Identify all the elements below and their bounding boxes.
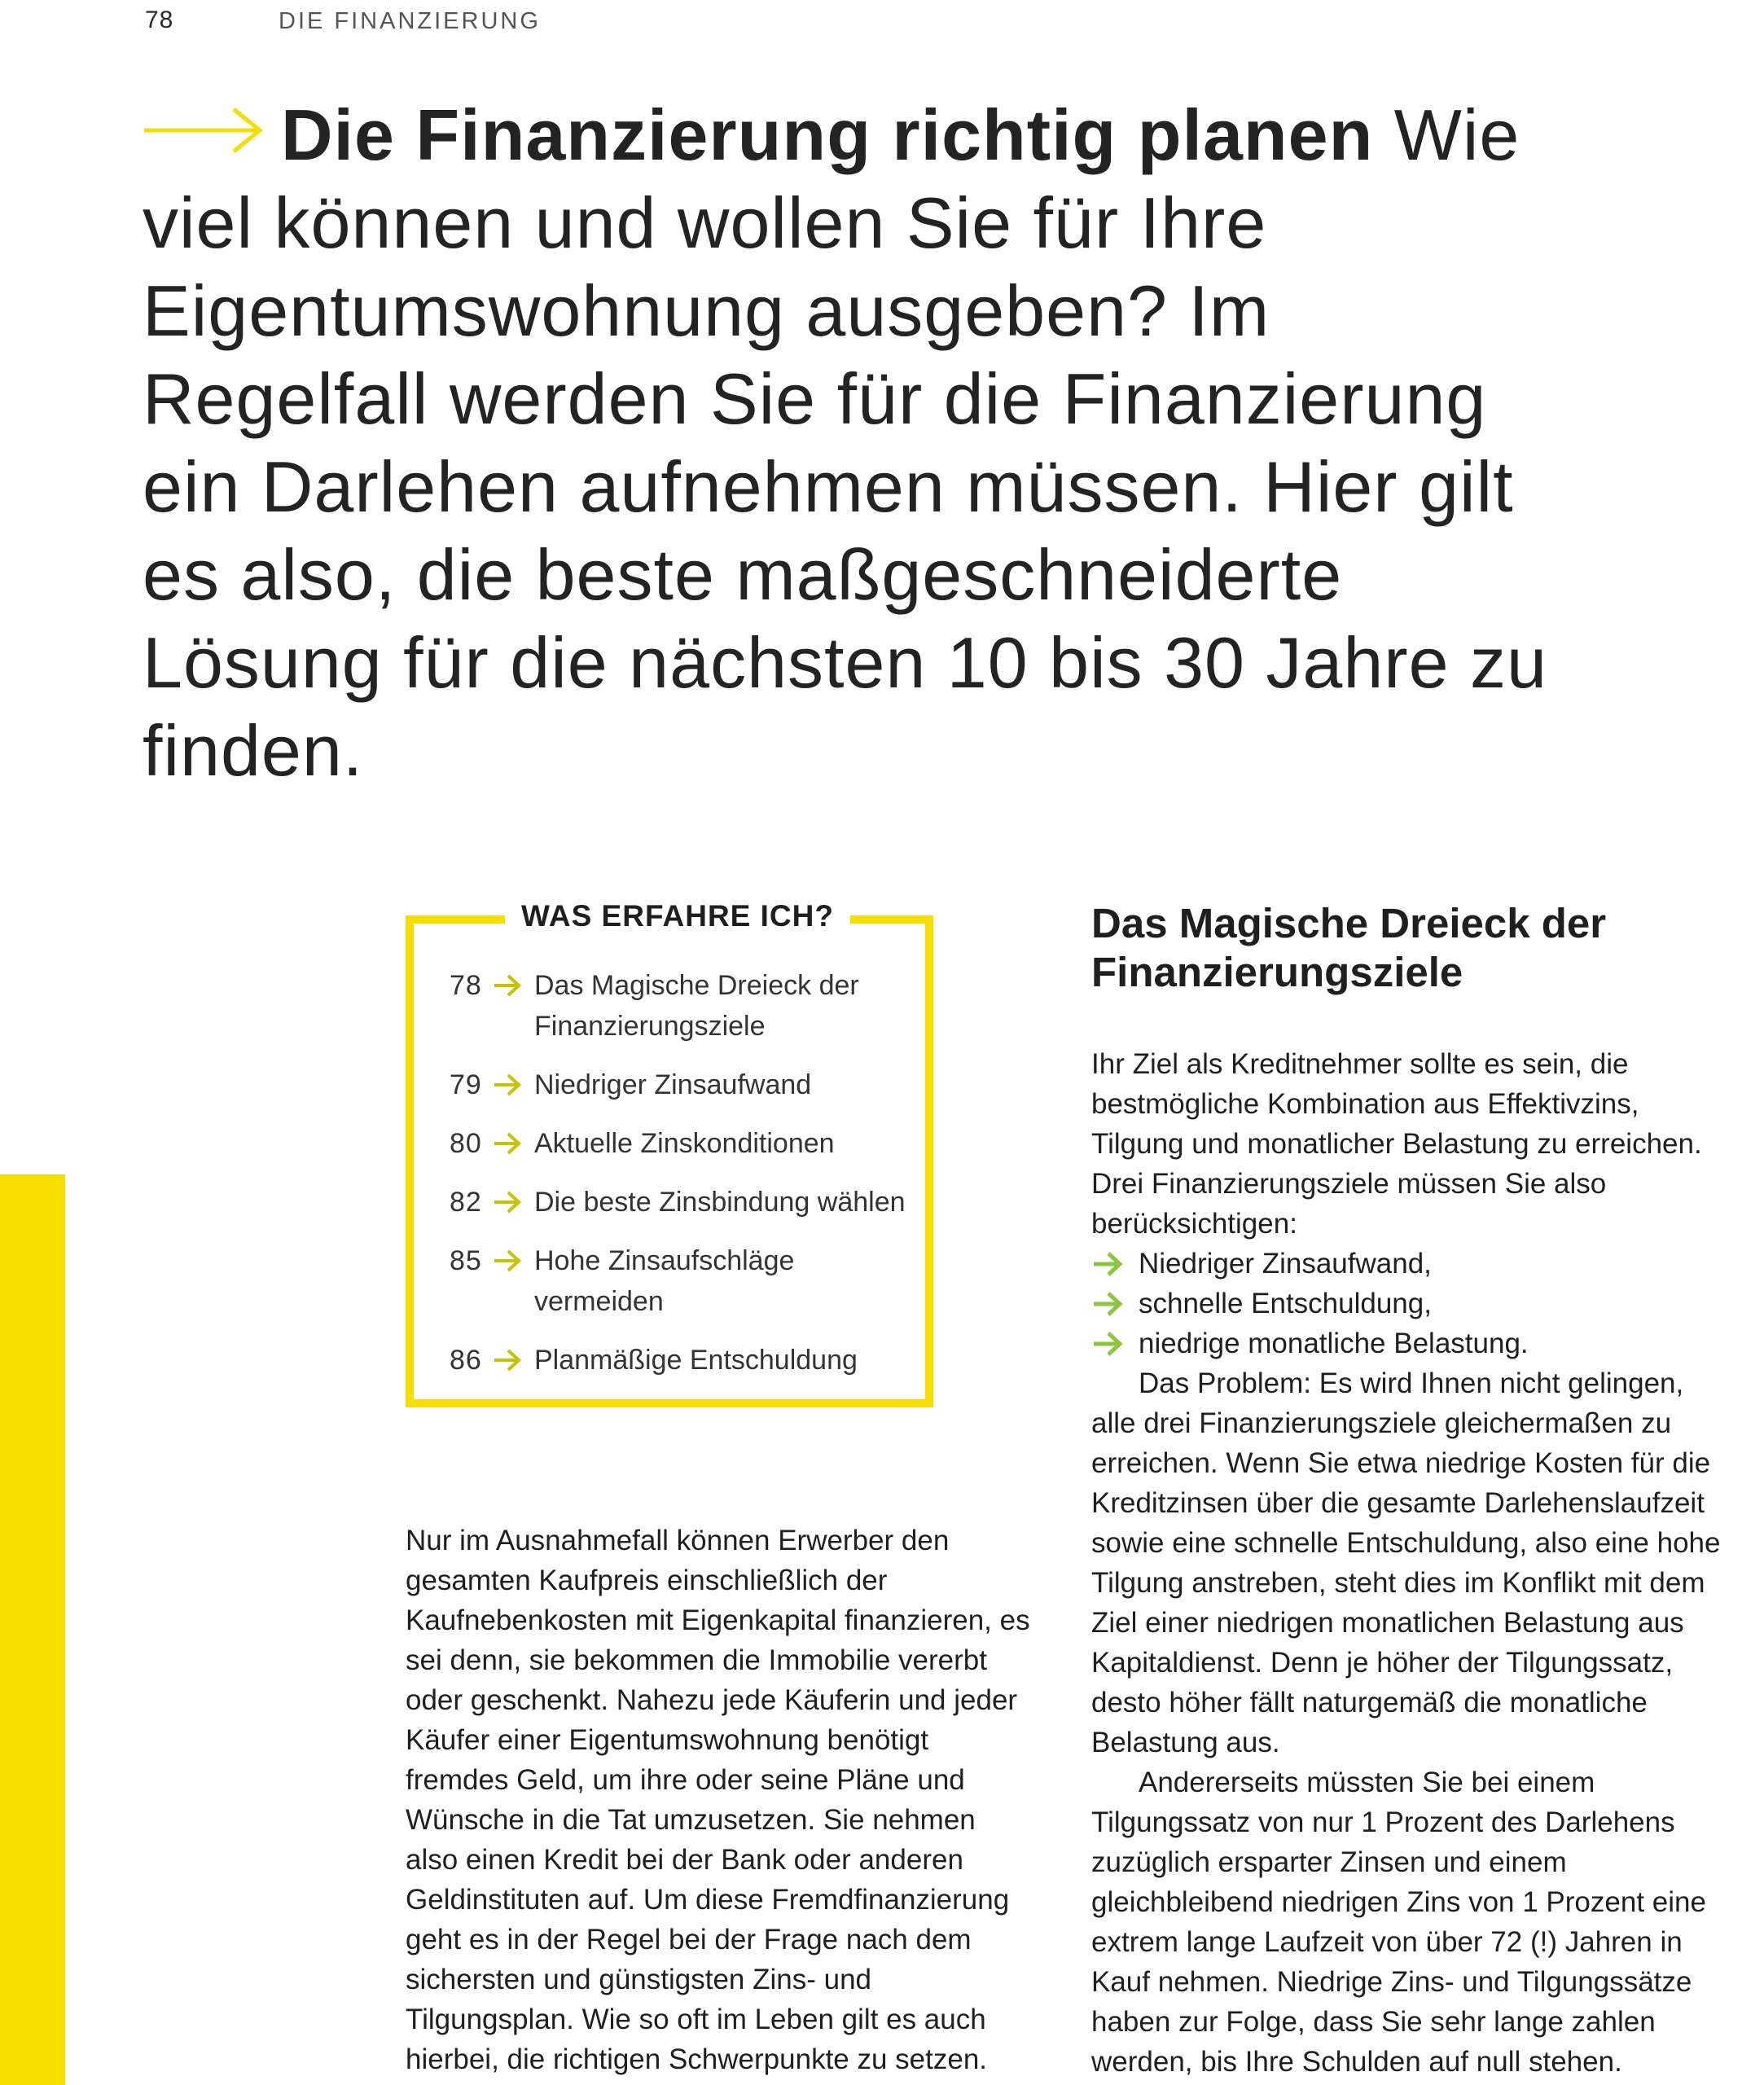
toc-label: Das Magische Dreieck der Finanzierungsziele (534, 970, 859, 1042)
goal-item (1091, 1323, 1735, 1363)
goal-label: niedrige monatliche Belastung. (1139, 1328, 1529, 1359)
accent-side-bar (0, 1174, 65, 2085)
toc-page-number: 79 (450, 1069, 482, 1100)
toc-label: Planmäßige Entschuldung (534, 1345, 858, 1376)
toc-label: Niedriger Zinsaufwand (534, 1069, 812, 1100)
goal-item (1091, 1284, 1735, 1323)
toc-item (450, 1123, 922, 1164)
running-title: DIE FINANZIERUNG (279, 8, 541, 34)
toc-item (450, 1182, 922, 1222)
toc-page-number: 80 (450, 1128, 482, 1159)
intro-paragraph: Ihr Ziel als Kreditnehmer sollte es sein, die bestmögliche Kombination aus Effektivzins, Tilgung und monatlicher Belastung zu erreichen. (1091, 1048, 1702, 1160)
left-column-paragraph: Nur im Ausnahmefall können Erwerber den gesamten Kaufpreis einschließlich der Kaufnebenkosten mit Eigenkapital finanzieren, es sei denn, sie bekommen die Immobilie vererbt oder geschenkt. Nahezu jede Käuferin und jeder Käufer einer Eigentumswohnung benötigt fremdes Geld, um ihre oder seine Pläne und Wünsche in die Tat umzusetzen. Sie nehmen also einen Kredit bei der Bank oder anderen Geldinstituten auf. Um diese Fremdfinanzierung geht es in der Regel bei der Frage nach dem sichersten und günstigsten Zins- und Tilgungsplan. Wie so oft im Leben gilt es auch hierbei, die richtigen Schwerpunkte zu setzen. (406, 1525, 1030, 2075)
toc-label: Aktuelle Zinskonditionen (534, 1128, 835, 1159)
toc-title: WAS ERFAHRE ICH? (505, 899, 850, 933)
right-arrow-icon (1091, 1288, 1124, 1320)
right-column (1091, 1044, 1735, 2082)
right-arrow-icon (1091, 1248, 1124, 1280)
body-paragraph-2: Andererseits müssten Sie bei einem Tilgungssatz von nur 1 Prozent des Darlehens zuzüglich ersparter Zinsen und einem gleichbleibend niedrigen Zins von 1 Prozent eine extrem lange Laufzeit von über 72 (!) Jahren in Kauf nehmen. Niedrige Zins- und Tilgungssätze haben zur Folge, dass Sie sehr lange zahlen werden, bis Ihre Schulden auf null stehen. (1091, 1767, 1706, 2078)
toc-item (450, 1340, 922, 1380)
toc-page-number: 82 (450, 1187, 482, 1218)
toc-page-number: 85 (450, 1245, 482, 1276)
right-arrow-icon (492, 1240, 523, 1281)
toc-item (450, 965, 922, 1047)
right-arrow-icon (492, 1123, 523, 1164)
toc-label: Hohe Zinsaufschläge vermeiden (534, 1245, 795, 1317)
lead-text: Wie viel können und wollen Sie für Ihre Eigentumswohnung ausgeben? Im Regelfall werden Sie für die Finanzierung ein Darlehen aufnehmen müssen. Hier gilt es also, die beste maßgeschneiderte Lösung für die nächsten 10 bis 30 Jahre zu finden. (143, 94, 1547, 791)
long-right-arrow-icon (143, 106, 265, 155)
toc-label: Die beste Zinsbindung wählen (534, 1187, 906, 1218)
right-arrow-icon (492, 965, 523, 1006)
lead-paragraph (143, 91, 1576, 795)
right-arrow-icon (492, 1182, 523, 1222)
lead-headline: Die Finanzierung richtig planen (281, 94, 1374, 175)
goal-item (1091, 1244, 1735, 1284)
body-paragraph-1: Das Problem: Es wird Ihnen nicht gelingen, alle drei Finanzierungsziele gleichermaßen zu erreichen. Wenn Sie etwa niedrige Kosten für die Kreditzinsen über die gesamte Darlehenslaufzeit sowie eine schnelle Entschuldung, also eine hohe Tilgung anstreben, steht dies im Konflikt mit dem Ziel einer niedrigen monatlichen Belastung aus Kapitaldienst. Denn je höher der Tilgungssatz, desto höher fällt naturgemäß die monatliche Belastung aus. (1091, 1367, 1721, 1758)
right-arrow-icon (492, 1340, 523, 1380)
toc-list (450, 965, 922, 1398)
goal-label: schnelle Entschuldung, (1139, 1288, 1432, 1319)
page-number: 78 (145, 7, 174, 33)
section-heading: Das Magische Dreieck der Finanzierungsziele (1091, 900, 1607, 995)
goal-list (1091, 1244, 1735, 1363)
right-arrow-icon (1091, 1328, 1124, 1360)
toc-page-number: 86 (450, 1345, 482, 1376)
toc-page-number: 78 (450, 970, 482, 1001)
goal-label: Niedriger Zinsaufwand, (1139, 1248, 1432, 1280)
toc-item (450, 1240, 922, 1322)
right-arrow-icon (492, 1064, 523, 1105)
intro-paragraph-2: Drei Finanzierungsziele müssen Sie also berücksichtigen: (1091, 1168, 1607, 1240)
toc-item (450, 1064, 922, 1105)
